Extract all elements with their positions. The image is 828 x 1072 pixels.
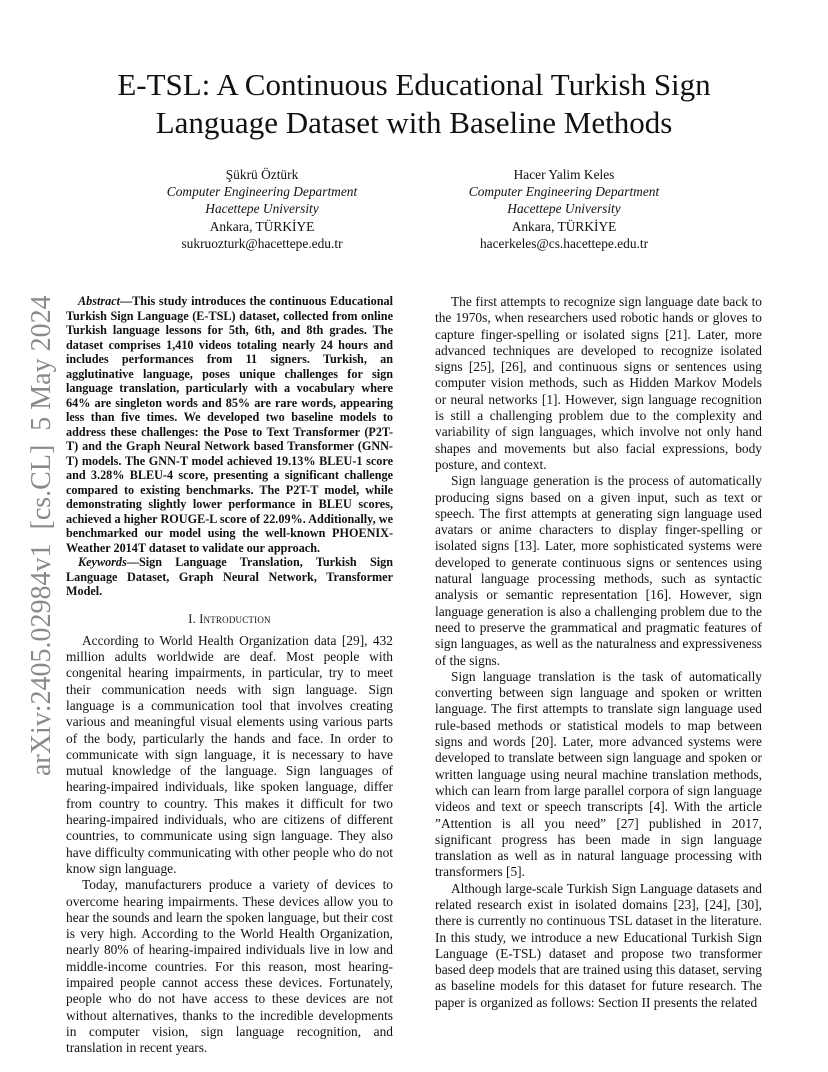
keywords-text: —Sign Language Translation, Turkish Sign Language Dataset, Graph Neural Network, Transformer Model. [66, 555, 393, 598]
keywords-label: Keywords [78, 555, 127, 569]
author-name: Hacer Yalim Keles [513, 167, 615, 182]
section-title: Introduction [199, 611, 271, 626]
abstract [66, 294, 393, 555]
author-block-2 [414, 166, 714, 252]
author-name: Şükrü Öztürk [225, 167, 299, 182]
author-university: Hacettepe University [205, 201, 319, 217]
title-line-1: E-TSL: A Continuous Educational Turkish Sign [117, 67, 711, 102]
title-line-2: Language Dataset with Baseline Methods [155, 105, 673, 140]
author-block-1 [112, 166, 412, 252]
body-paragraph: Today, manufacturers produce a variety of devices to overcome hearing impairments. These devices allow you to hear the sounds and learn the spoken language, but their cost is very high. According to the World Health Organization, nearly 80% of hearing-impaired individuals live in low and middle-income countries. For this reason, most hearing-impaired people cannot access these devices. Fortunately, people who do not have access to these devices are not without alternatives, thanks to the incredible developments in computer vision, sign language recognition, and translation in recent years. [66, 877, 393, 1056]
body-paragraph: Sign language translation is the task of automatically converting between sign language and spoken or written language. The first attempts to translate sign language used rule-based methods or statistical models to map between signs and words [20]. Later, more advanced systems were developed to translate between sign language and spoken or written language using neural machine translation methods, which can learn from large parallel corpora of sign language videos and text or speech transcripts [4]. With the article ”Attention is all you need” [27] published in 2017, significant progress has been made in sign language translation as well as in natural language processing with transformers [5]. [435, 668, 762, 880]
arxiv-identifier-text: arXiv:2405.02984v1 [cs.CL] 5 May 2024 [26, 295, 57, 776]
abstract-label: Abstract [78, 294, 120, 308]
body-paragraph: The first attempts to recognize sign language date back to the 1970s, when researchers used robotic hands or gloves to capture finger-spelling or isolated signs [21]. Later, more advanced techniques are developed to recognize isolated signs [25], [26], and continuous signs or sentences using computer vision methods, such as Hidden Markov Models or neural networks [1]. However, sign language recognition is still a challenging problem due to the complexity and variability of sign languages, which involve not only hand shapes and movements but also facial expressions, body posture, and context. [435, 294, 762, 472]
section-heading-introduction [66, 611, 393, 627]
section-number: I. [188, 611, 196, 626]
author-email[interactable]: hacerkeles@cs.hacettepe.edu.tr [479, 235, 649, 251]
author-university: Hacettepe University [507, 201, 621, 217]
author-department: Computer Engineering Department [166, 184, 358, 200]
paper-title [60, 66, 768, 142]
body-paragraph: According to World Health Organization data [29], 432 million adults worldwide are deaf. Most people with congenital hearing impairments, in particular, try to meet their communication needs with sign language. Sign language is a communication tool that involves creating various and meaningful visual elements using various parts of the body, particularly the hands and face. In order to communicate with sign language, it is necessary to have mutual knowledge of the language. Sign languages of hearing-impaired individuals, like spoken language, differ from country to country. This makes it difficult for two hearing-impaired individuals, who are citizens of different countries, to communicate using sign language. They also have difficulty communicating with other people who do not know sign language. [66, 632, 393, 876]
author-location: Ankara, TÜRKİYE [209, 218, 315, 234]
arxiv-identifier-stamp [14, 240, 62, 780]
author-email[interactable]: sukruozturk@hacettepe.edu.tr [181, 235, 343, 251]
author-department: Computer Engineering Department [468, 184, 660, 200]
left-column [66, 294, 393, 1057]
body-paragraph: Sign language generation is the process of automatically producing signs based on a given input, such as text or speech. The first attempts at generating sign language used avatars or anime characters to display finger-spelling or isolated signs [13]. Later, more sophisticated systems were developed to generate continuous signs or sentences using natural language processing methods, such as syntactic analysis or semantic representation [16]. However, sign language generation is also a challenging problem due to the need to preserve the grammatical and pragmatic features of sign languages, as well as the naturalness and expressiveness of the signs. [435, 473, 762, 668]
author-location: Ankara, TÜRKİYE [511, 218, 617, 234]
abstract-text: —This study introduces the continuous Educational Turkish Sign Language (E-TSL) dataset, collected from online Turkish language lessons for 5th, 6th, and 8th grades. The dataset comprises 1,410 videos totaling nearly 24 hours and includes performances from 11 signers. Turkish, an agglutinative language, poses unique challenges for sign language translation, particularly with a vocabulary where 64% are singleton words and 85% are rare words, appearing less than five times. We developed two baseline models to address these challenges: the Pose to Text Transformer (P2T-T) and the Graph Neural Network based Transformer (GNN-T) models. The GNN-T model achieved 19.13% BLEU-1 score and 3.28% BLEU-4 score, presenting a significant challenge compared to existing benchmarks. The P2T-T model, while demonstrating slightly lower performance in BLEU scores, achieved a higher ROUGE-L score of 22.09%. Additionally, we benchmarked our model using the well-known PHOENIX-Weather 2014T dataset to validate our approach. [66, 294, 393, 555]
right-column [435, 294, 762, 1011]
keywords [66, 555, 393, 599]
body-paragraph: Although large-scale Turkish Sign Language datasets and related research exist in isolated domains [23], [24], [30], there is currently no continuous TSL dataset in the literature. In this study, we introduce a new Educational Turkish Sign Language (E-TSL) dataset and propose two transformer based deep models that are trained using this dataset, serving as baseline models for this dataset for future research. The paper is organized as follows: Section II presents the related [435, 880, 762, 1010]
